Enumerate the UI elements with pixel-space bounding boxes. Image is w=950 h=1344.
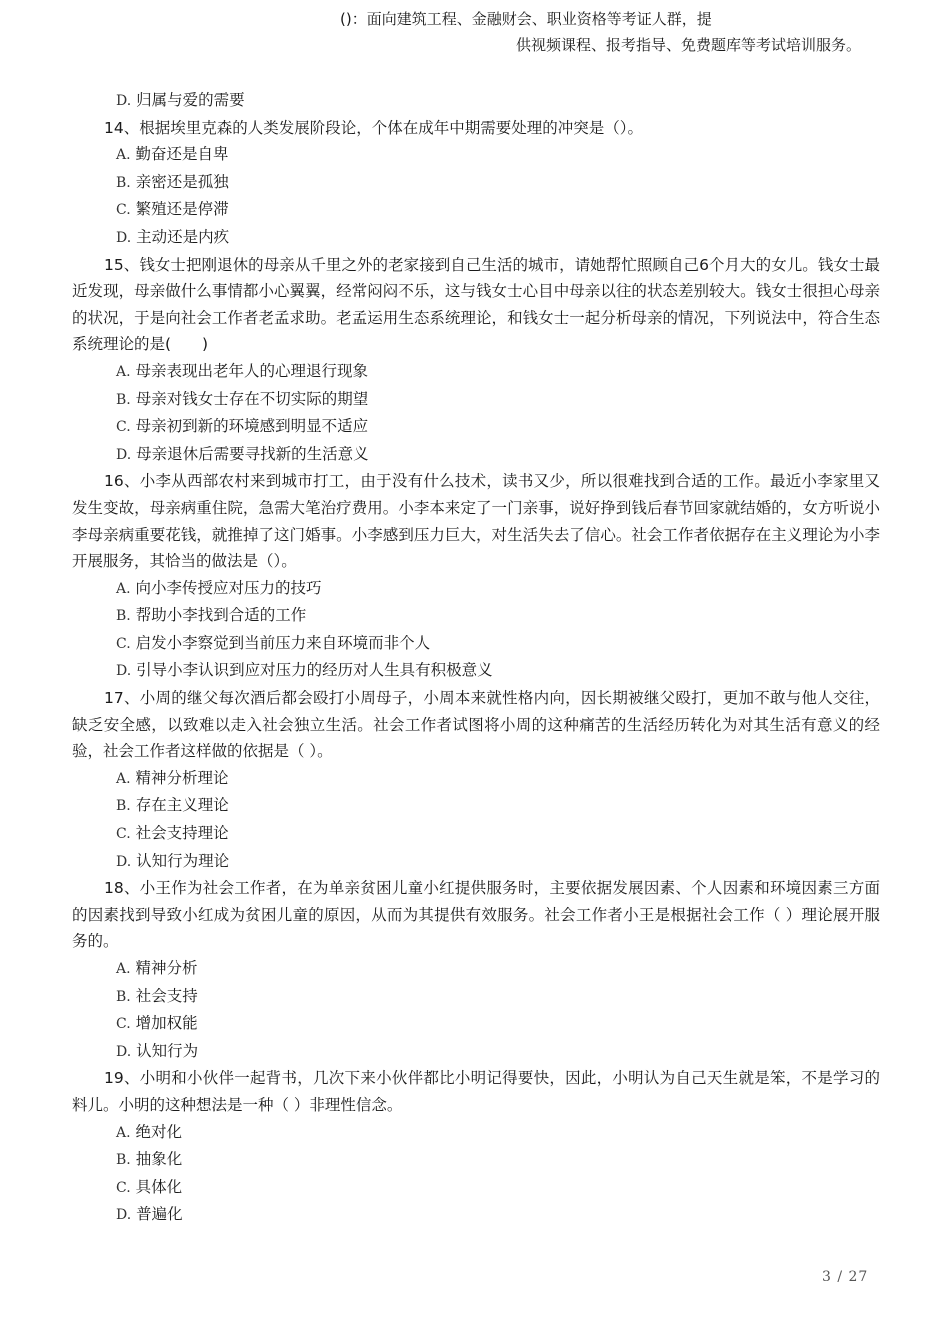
option-19-c: [72, 1174, 880, 1202]
option-text: 启发小李察觉到当前压力来自环境而非个人: [135, 633, 431, 652]
option-text: 社会支持: [135, 986, 198, 1005]
option-text: 繁殖还是停滞: [135, 200, 229, 219]
option-17-c: [72, 820, 880, 848]
option-letter: A.: [116, 961, 131, 977]
option-letter: C.: [116, 1016, 131, 1033]
question-list: [72, 87, 880, 1229]
option-19-b: [72, 1146, 880, 1174]
header-line-2: 供视频课程、报考指导、免费题库等考试培训服务。: [516, 36, 862, 54]
option-14-b: [72, 169, 880, 197]
header-line-1: ()：面向建筑工程、金融财会、职业资格等考证人群，提: [340, 10, 712, 28]
option-text: 母亲对钱女士存在不切实际的期望: [135, 389, 369, 408]
option-letter: B.: [116, 798, 131, 815]
option-text: 精神分析理论: [135, 768, 229, 787]
option-text: 亲密还是孤独: [135, 172, 229, 191]
option-text: 存在主义理论: [135, 796, 229, 815]
option-text: 母亲退休后需要寻找新的生活意义: [136, 444, 369, 463]
question-15-stem: 15、钱女士把刚退休的母亲从千里之外的老家接到自己生活的城市，请她帮忙照顾自己6个月大的女儿。钱女士最近发现，母亲做什么事情都小心翼翼，经常闷闷不乐，这与钱女士心目中母亲以往的状态差别较大。钱女士很担心母亲的状况，于是向社会工作者老孟求助。老孟运用生态系统理论，和钱女士一起分析母亲的情况，下列说法中，符合生态系统理论的是( ): [72, 255, 880, 354]
option-18-c: [72, 1010, 880, 1038]
option-letter: A.: [116, 1124, 131, 1141]
option-text: 绝对化: [135, 1122, 183, 1141]
option-letter: B.: [116, 391, 131, 408]
option-text: 增加权能: [135, 1014, 198, 1033]
option-text: 抽象化: [135, 1150, 183, 1169]
option-15-d: [72, 441, 880, 469]
option-16-b: [72, 602, 880, 630]
option-text: 向小李传授应对压力的技巧: [135, 578, 322, 597]
option-text: 主动还是内疚: [136, 227, 230, 246]
option-text: 认知行为: [136, 1041, 199, 1060]
option-letter: B.: [116, 1152, 131, 1169]
option-letter: A.: [116, 770, 131, 787]
option-letter: A.: [116, 580, 131, 597]
option-letter: D.: [116, 1043, 132, 1060]
option-13-d: [72, 87, 880, 115]
option-letter: D.: [116, 229, 132, 246]
option-letter: C.: [116, 826, 131, 843]
option-text: 引导小李认识到应对压力的经历对人生具有积极意义: [136, 661, 493, 680]
option-letter: D.: [116, 93, 132, 109]
option-text: 精神分析: [135, 959, 198, 977]
question-17-stem: 17、小周的继父每次酒后都会殴打小周母子，小周本来就性格内向，因长期被继父殴打，更加不敢与他人交往，缺乏安全感，以致难以走入社会独立生活。社会工作者试图将小周的这种痛苦的生活经历转化为对其生活有意义的经验，社会工作者这样做的依据是（ ）。: [72, 689, 880, 761]
question-18-stem: 18、小王作为社会工作者，在为单亲贫困儿童小红提供服务时，主要依据发展因素、个人因素和环境因素三方面的因素找到导致小红成为贫困儿童的原因，从而为其提供有效服务。社会工作者小王是根据社会工作（ ）理论展开服务的。: [72, 879, 880, 951]
option-14-a: [72, 141, 880, 169]
option-17-a: [72, 765, 880, 793]
option-letter: B.: [116, 608, 131, 625]
option-16-a: [72, 575, 880, 603]
option-letter: D.: [116, 446, 132, 463]
option-letter: C.: [116, 202, 131, 219]
option-15-a: [72, 358, 880, 386]
option-letter: B.: [116, 988, 131, 1005]
question-16-stem: 16、小李从西部农村来到城市打工，由于没有什么技术，读书又少，所以很难找到合适的工作。最近小李家里又发生变故，母亲病重住院，急需大笔治疗费用。小李本来定了一门亲事，说好挣到钱后春节回家就结婚的，女方听说小李母亲病重要花钱，就推掉了这门婚事。小李感到压力巨大，对生活失去了信心。社会工作者依据存在主义理论为小李开展服务，其恰当的做法是（）。: [72, 472, 880, 571]
option-19-a: [72, 1119, 880, 1147]
option-15-b: [72, 386, 880, 414]
option-text: 母亲表现出老年人的心理退行现象: [135, 361, 369, 380]
option-letter: A.: [116, 147, 131, 164]
option-16-d: [72, 657, 880, 685]
option-letter: D.: [116, 853, 132, 870]
question-14-stem: 14、根据埃里克森的人类发展阶段论，个体在成年中期需要处理的冲突是（）。: [104, 118, 643, 137]
option-letter: D.: [116, 663, 132, 680]
option-14-d: [72, 224, 880, 252]
option-text: 具体化: [135, 1177, 183, 1196]
option-18-b: [72, 983, 880, 1011]
option-17-d: [72, 848, 880, 876]
question-19-stem: 19、小明和小伙伴一起背书，几次下来小伙伴都比小明记得要快，因此，小明认为自己天生就是笨，不是学习的料儿。小明的这种想法是一种（ ）非理性信念。: [72, 1069, 880, 1114]
option-text: 勤奋还是自卑: [135, 145, 229, 164]
page-number: 3 / 27: [822, 1269, 869, 1285]
option-letter: C.: [116, 635, 131, 652]
option-18-d: [72, 1038, 880, 1066]
option-15-c: [72, 413, 880, 441]
option-14-c: [72, 196, 880, 224]
option-letter: B.: [116, 174, 131, 191]
option-letter: C.: [116, 419, 131, 436]
option-text: 社会支持理论: [135, 824, 229, 843]
option-19-d: [72, 1201, 880, 1229]
option-letter: C.: [116, 1179, 131, 1196]
option-17-b: [72, 792, 880, 820]
option-text: 母亲初到新的环境感到明显不适应: [135, 417, 369, 436]
option-letter: D.: [116, 1207, 132, 1224]
option-text: 认知行为理论: [136, 851, 230, 870]
option-18-a: [72, 955, 880, 983]
option-text: 帮助小李找到合适的工作: [135, 606, 307, 625]
option-text: 普遍化: [136, 1205, 183, 1224]
option-16-c: [72, 630, 880, 658]
option-letter: A.: [116, 363, 131, 380]
option-text: 归属与爱的需要: [136, 91, 245, 109]
